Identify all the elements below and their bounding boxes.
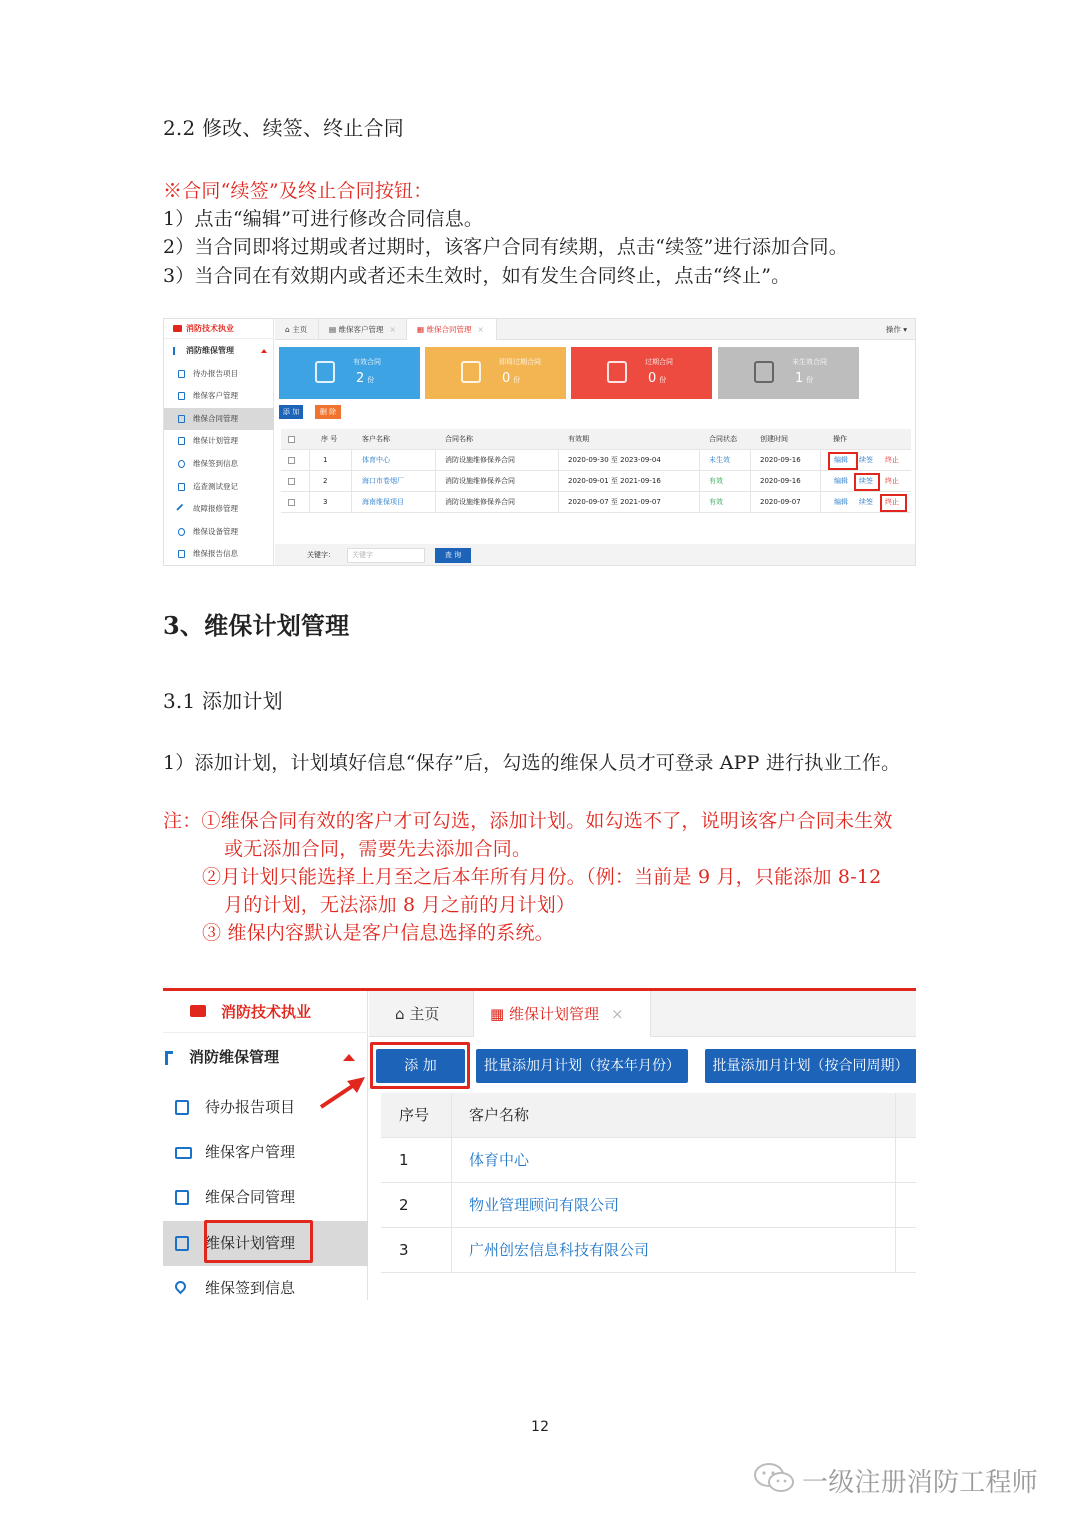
tab-home[interactable]: ⌂ 主页 (275, 319, 319, 340)
location-pin-icon (173, 1279, 189, 1295)
word-file-icon (178, 415, 185, 423)
table-header: 序号 客户名称 (381, 1093, 916, 1138)
sidebar-item-plans[interactable]: 维保计划管理 (163, 1221, 368, 1266)
wechat-icon (752, 1460, 796, 1496)
row-checkbox[interactable] (288, 457, 295, 464)
select-all-checkbox[interactable] (288, 436, 295, 443)
arrow-icon (313, 1073, 373, 1113)
batch-add-by-cycle-button[interactable]: 批量添加月计划（按合同周期） (705, 1049, 916, 1083)
edit-link[interactable]: 编辑 (834, 498, 848, 506)
sidebar-item-todo-reports[interactable]: 待办报告项目 (163, 1085, 368, 1130)
brand: 消防技术执业 (163, 991, 368, 1033)
renew-link[interactable]: 续签 (859, 477, 873, 485)
briefcase-icon (190, 1005, 206, 1017)
note-3: ③ 维保内容默认是客户信息选择的系统。 (202, 922, 554, 944)
section-heading-3: 3、维保计划管理 (163, 611, 350, 640)
contract-icon (607, 361, 627, 383)
terminate-link[interactable]: 终止 (885, 456, 899, 464)
note-line-1: 1）点击“编辑”可进行修改合同信息。 (163, 208, 484, 230)
plan-management-screenshot (163, 988, 916, 1300)
tab-bar (369, 991, 916, 1037)
table-header: 序 号 客户名称 合同名称 有效期 合同状态 创建时间 操作 (281, 429, 911, 450)
sidebar-item-report-info[interactable]: 维保报告信息 (164, 543, 274, 565)
location-pin-icon (178, 460, 185, 468)
brand: 消防技术执业 (164, 319, 274, 339)
extinguisher-icon (173, 347, 178, 355)
caret-up-icon (261, 349, 267, 353)
id-card-icon: ▤ (329, 325, 337, 334)
sidebar-item-contracts[interactable]: 维保合同管理 (163, 1175, 368, 1220)
section-heading-2-2: 2.2 修改、续签、终止合同 (163, 116, 404, 140)
contract-icon (461, 361, 481, 383)
sidebar-item-contracts[interactable]: 维保合同管理 (164, 408, 274, 430)
calendar-icon (178, 437, 185, 445)
contract-management-screenshot (163, 318, 916, 566)
watermark: 一级注册消防工程师 (802, 1468, 1038, 1498)
terminate-link[interactable]: 终止 (885, 498, 899, 506)
contract-icon (315, 361, 335, 383)
edit-link[interactable]: 编辑 (834, 477, 848, 485)
highlight-plans-menu (204, 1220, 313, 1263)
batch-add-by-year-button[interactable]: 批量添加月计划（按本年月份） (476, 1049, 688, 1083)
sidebar-section[interactable]: 消防维保管理 (163, 1035, 368, 1079)
tab-contracts[interactable]: ▦ 维保合同管理 × (407, 319, 497, 340)
sidebar-section[interactable]: 消防维保管理 (164, 340, 274, 362)
highlight-terminate (880, 494, 907, 512)
calendar-icon: ▦ (490, 1005, 505, 1023)
sidebar-item-devices[interactable]: 维保设备管理 (164, 521, 274, 543)
calendar-check-icon (178, 483, 185, 491)
document-icon (175, 1100, 189, 1115)
word-file-icon (175, 1190, 189, 1205)
close-icon[interactable]: × (477, 325, 484, 334)
tab-bar (275, 319, 916, 340)
note-1: 注：①维保合同有效的客户才可勾选，添加计划。如勾选不了，说明该客户合同未生效 (163, 810, 893, 832)
id-card-icon (178, 392, 185, 400)
client-link[interactable]: 体育中心 (362, 456, 390, 464)
sidebar-item-todo-reports[interactable]: 待办报告项目 (164, 363, 274, 385)
delete-button[interactable]: 删 除 (315, 405, 341, 419)
card-valid-contracts[interactable]: 有效合同 2 份 (279, 347, 420, 399)
report-icon (178, 550, 185, 558)
renew-link[interactable]: 续签 (859, 456, 873, 464)
briefcase-icon (173, 325, 182, 332)
extinguisher-icon (165, 1051, 173, 1065)
note-title: ※合同“续签”及终止合同按钮： (163, 180, 433, 202)
page-number: 12 (531, 1419, 550, 1435)
search-label: 关键字： (307, 551, 335, 559)
client-link[interactable]: 海南维保项目 (362, 498, 404, 506)
note-line-3: 3）当合同在有效期内或者还未生效时，如有发生合同终止，点击“终止”。 (163, 265, 791, 287)
client-link[interactable]: 体育中心 (469, 1151, 530, 1169)
sidebar (163, 991, 368, 1300)
note-1-cont: 或无添加合同，需要先去添加合同。 (224, 838, 532, 860)
terminate-link[interactable]: 终止 (885, 477, 899, 485)
contract-icon (754, 361, 774, 383)
sidebar-item-repairs[interactable]: 故障报修管理 (164, 498, 274, 520)
table-row: 1 体育中心 消防设施维修保养合同 2020-09-30 至 2023-09-04 未生效 2020-09-16 编辑 续签 终止 (281, 450, 911, 471)
search-input[interactable]: 关键字 (347, 548, 425, 563)
sidebar-item-checkin[interactable]: 维保签到信息 (163, 1266, 368, 1300)
add-plan-button[interactable]: 添 加 (376, 1049, 465, 1083)
table-row: 3 海南维保项目 消防设施维修保养合同 2020-09-07 至 2021-09-07 有效 2020-09-07 编辑 续签 终止 (281, 492, 911, 513)
location-icon (178, 528, 185, 536)
tab-home[interactable]: ⌂ 主页 (395, 1005, 440, 1023)
search-bar (275, 544, 916, 566)
row-checkbox[interactable] (288, 499, 295, 506)
renew-link[interactable]: 续签 (859, 498, 873, 506)
home-icon: ⌂ (285, 325, 290, 334)
table-row[interactable]: 2 物业管理顾问有限公司 (381, 1183, 916, 1228)
calendar-icon (175, 1236, 189, 1251)
sidebar-item-clients[interactable]: 维保客户管理 (163, 1130, 368, 1175)
card-expired-contracts[interactable]: 过期合同 0 份 (571, 347, 712, 399)
table-row[interactable]: 1 体育中心 (381, 1138, 916, 1183)
card-pending-contracts[interactable]: 未生效合同 1 份 (718, 347, 859, 399)
word-file-icon: ▦ (417, 325, 425, 334)
wrench-icon (176, 504, 187, 515)
document-icon (178, 370, 185, 378)
sidebar-item-plans[interactable]: 维保计划管理 (164, 430, 274, 452)
sidebar-item-checkin[interactable]: 维保签到信息 (164, 453, 274, 475)
tab-plans[interactable]: ▦ 维保计划管理 × (473, 991, 651, 1037)
edit-link[interactable]: 编辑 (834, 456, 848, 464)
sidebar (164, 319, 274, 566)
close-icon[interactable]: × (610, 1005, 624, 1023)
card-expiring-contracts[interactable]: 即将过期合同 0 份 (425, 347, 566, 399)
section-heading-3-1: 3.1 添加计划 (163, 689, 283, 713)
table-row: 2 海口市卷烟厂 消防设施维修保养合同 2020-09-01 至 2021-09-16 有效 2020-09-16 编辑 续签 终止 (281, 471, 911, 492)
highlight-add-button (370, 1042, 470, 1089)
paragraph-add-plan: 1）添加计划，计划填好信息“保存”后，勾选的维保人员才可登录 APP 进行执业工作。 (163, 752, 901, 774)
client-link[interactable]: 海口市卷烟厂 (362, 477, 404, 485)
sidebar-item-patrol[interactable]: 巡查测试登记 (164, 476, 274, 498)
row-checkbox[interactable] (288, 478, 295, 485)
highlight-renew (854, 473, 880, 491)
table-row[interactable]: 3 广州创宏信息科技有限公司 (381, 1228, 916, 1273)
tab-clients[interactable]: ▤ 维保客户管理 × (319, 319, 407, 340)
client-link[interactable]: 广州创宏信息科技有限公司 (469, 1241, 650, 1259)
note-line-2: 2）当合同即将过期或者过期时，该客户合同有续期，点击“续签”进行添加合同。 (163, 236, 848, 258)
highlight-edit (828, 452, 858, 470)
note-2: ②月计划只能选择上月至之后本年所有月份。（例：当前是 9 月，只能添加 8-12 (202, 866, 882, 888)
search-button[interactable]: 查 询 (435, 548, 471, 563)
home-icon: ⌂ (395, 1005, 405, 1023)
note-2-cont: 月的计划，无法添加 8 月之前的月计划） (224, 894, 576, 916)
caret-up-icon (343, 1054, 355, 1061)
add-button[interactable]: 添 加 (279, 405, 303, 419)
id-card-icon (175, 1147, 192, 1159)
sidebar-item-clients[interactable]: 维保客户管理 (164, 385, 274, 407)
client-link[interactable]: 物业管理顾问有限公司 (469, 1196, 620, 1214)
operation-dropdown[interactable]: 操作 ▾ (885, 325, 907, 334)
close-icon[interactable]: × (389, 325, 396, 334)
